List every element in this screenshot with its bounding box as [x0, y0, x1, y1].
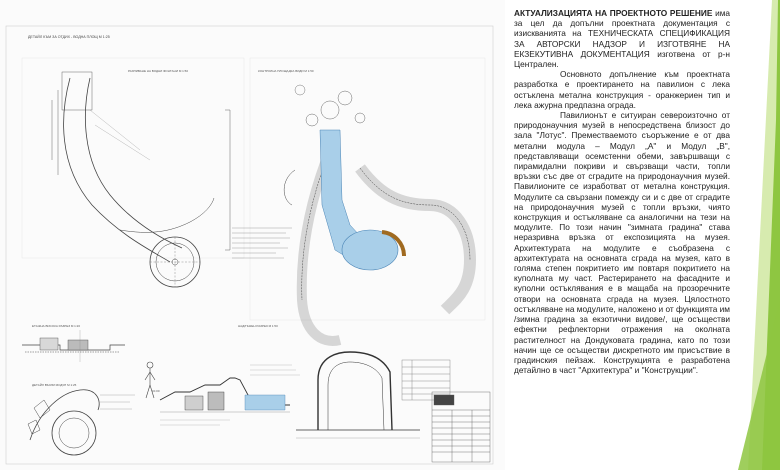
level-mark: ±0.00 — [152, 389, 160, 393]
slide-intro: има за цел да допълни проектната документация с изискванията на ТЕХНИЧЕСКАТА СПЕЦИФИКАЦИЯ ЗА АВТОРСКИ НАДЗОР И ИЗГОТВЯНЕ НА ЕКЗЕКУТИВНА ДОКУМЕНТАЦИЯ изготвена от р-н Централен. — [514, 8, 731, 70]
notes-block — [232, 228, 292, 258]
title-block — [432, 392, 490, 462]
section-left-label: ЕТАЖНА ВИСОКА РАЗРЕЗ М 1:20 — [32, 324, 81, 328]
detail-pool — [28, 383, 135, 455]
slide-paragraph-1: Основното допълнение към проектната разработка е проектирането на павилион с лека остъклена метална конструкция - оранжериен тип и лека ажурна предпазна ограда. — [514, 69, 730, 110]
plan-left — [22, 58, 244, 287]
plan-right-label: КОНТРОЛНА ПЛОЩАДКА ВИДИ М 1:50 — [258, 69, 314, 73]
plan-right — [250, 58, 485, 341]
legend-table — [402, 360, 450, 400]
slide-paragraph-2: Павилионът е ситуиран североизточно от природонаучния музей в непосредствена близост до зала "Лотус". Преместваемото съоръжение е от два метални модула – Модул „А" и Модул „В", представляващи осемстенни обеми, завършващи с пирамидални покриви и свързващи части, топли връзки със две от сградите на природонаучния музей. Павилионите се изработват от метална конструкция. Модулите са свързани помежду си и с две от сградите на природонаучния музей с топли връзки, чиято конструкция и остъкляване са аналогични на тези на модулите. По този начин "зимната градина" става неразривна връзка от експозицията на музея. Архитектурата на модулите е съобразена с архитектурата на основната сграда на музея, като в голяма степен покритието им повтаря покритието на куполната му част. Растерирането на фасадните и куполни остъклявания е в мащаба на прозоречните отвори на основната сграда на музея. Цялостното остъкляване на модулите, наложено и от функцията им /зимна градина за екзотични видове/, ще осъществи ефектни рефлекторни отражения на околната растителност на Дондуковата градина, като по този начин ще се осъществи дискретното им присъствие в градинския пейзаж. Конструкцията е разработена детайлно в част "Архитектура" и "Конструкции". — [514, 110, 730, 376]
section-left — [22, 324, 125, 362]
slide-accent-decoration — [728, 0, 780, 470]
detail-label: ДЕТАЙЛ ВЪЗЛИ МОДУЛ М 1:25 — [32, 383, 77, 387]
slide-text — [514, 8, 730, 375]
sheet-heading: ДЕТАЙЛ КЪМ ЗА ОТДИХ - ВОДНА ПЛОЩ М 1:25 — [28, 35, 110, 39]
slide-title: АКТУАЛИЗАЦИЯТА НА ПРОЕКТНОТО РЕШЕНИЕ — [514, 8, 713, 18]
plan-left-label: РАЗПИВАНЕ НА ВОДНИ ФОНТАНИ М 1:50 — [128, 69, 188, 73]
section-right-label: НАДЛЪЖЕН РАЗРЕЗ М 1:50 — [238, 324, 278, 328]
section-right — [152, 324, 420, 438]
